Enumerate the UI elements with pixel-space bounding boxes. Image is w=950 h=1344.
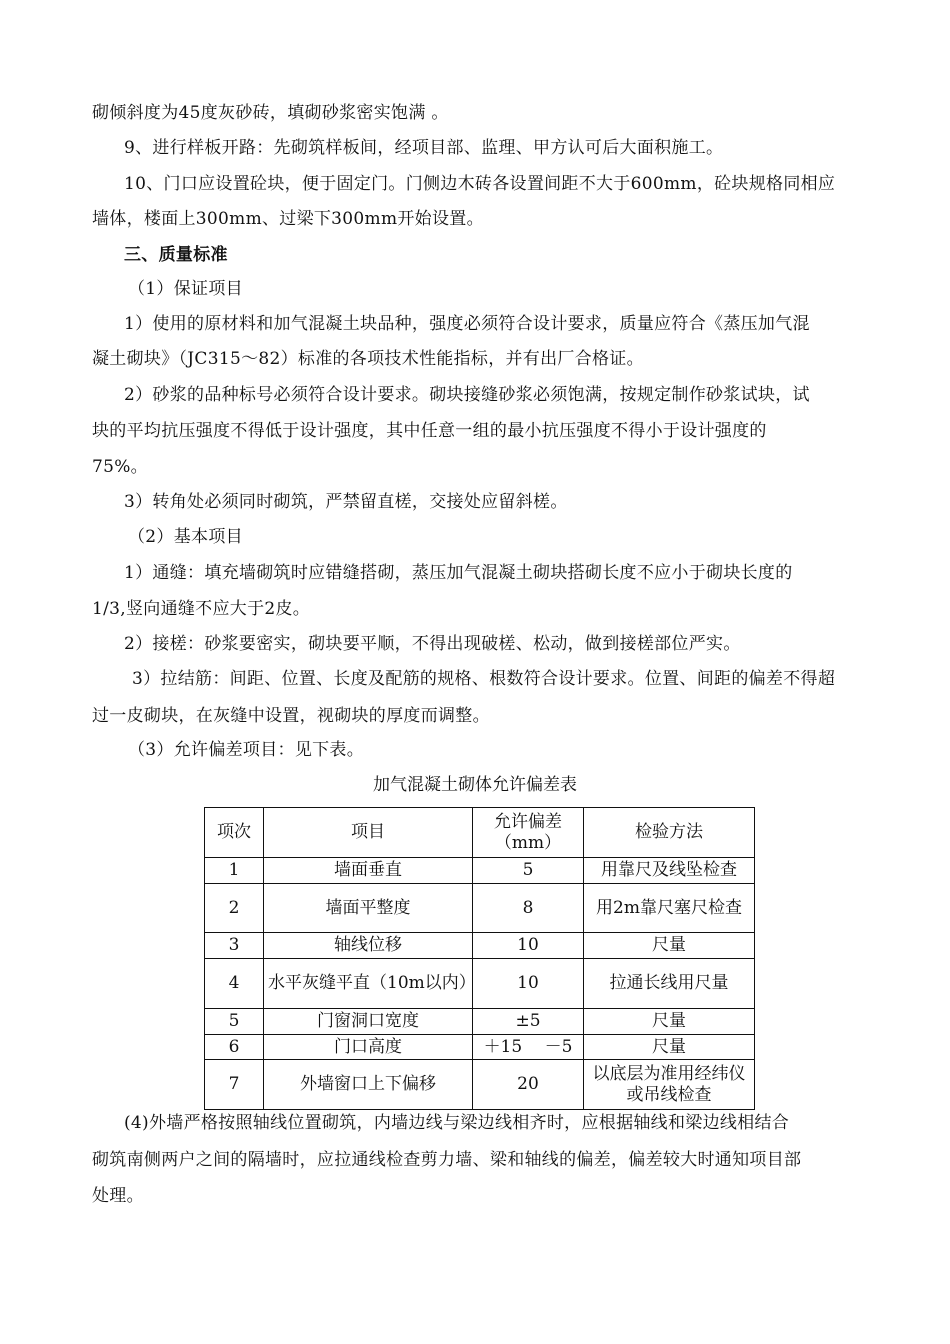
paragraph-line: 1）使用的原材料和加气混凝土块品种，强度必须符合设计要求，质量应符合《蒸压加气混 bbox=[124, 314, 810, 334]
paragraph-line: 75%。 bbox=[92, 457, 148, 477]
table-header-row bbox=[205, 808, 755, 858]
paragraph-line: 块的平均抗压强度不得低于设计强度，其中任意一组的最小抗压强度不得小于设计强度的 bbox=[92, 421, 767, 441]
paragraph-line: 1）通缝：填充墙砌筑时应错缝搭砌，蒸压加气混凝土砌块搭砌长度不应小于砌块长度的 bbox=[124, 563, 793, 583]
paragraph-line: 10、门口应设置砼块，便于固定门。门侧边木砖各设置间距不大于600mm，砼块规格同相应 bbox=[124, 174, 836, 194]
cell-no: 2 bbox=[205, 884, 264, 933]
header-tolerance-line1: 允许偏差 bbox=[494, 811, 562, 832]
cell-item: 墙面平整度 bbox=[264, 884, 473, 933]
paragraph-line: 2）砂浆的品种标号必须符合设计要求。砌块接缝砂浆必须饱满，按规定制作砂浆试块，试 bbox=[124, 385, 810, 405]
subsection-heading: （1）保证项目 bbox=[128, 279, 243, 299]
paragraph-line: (4)外墙严格按照轴线位置砌筑，内墙边线与梁边线相齐时，应根据轴线和梁边线相结合 bbox=[124, 1113, 790, 1133]
cell-item: 墙面垂直 bbox=[264, 858, 473, 884]
cell-tolerance: 20 bbox=[473, 1060, 584, 1110]
cell-no: 4 bbox=[205, 959, 264, 1009]
cell-method: 用2m靠尺塞尺检查 bbox=[584, 884, 755, 933]
cell-item: 门窗洞口宽度 bbox=[264, 1009, 473, 1035]
paragraph-line: 9、进行样板开路：先砌筑样板间，经项目部、监理、甲方认可后大面积施工。 bbox=[124, 138, 724, 158]
cell-item: 外墙窗口上下偏移 bbox=[264, 1060, 473, 1110]
cell-no: 1 bbox=[205, 858, 264, 884]
cell-item: 门口高度 bbox=[264, 1035, 473, 1060]
paragraph-line: 1/3,竖向通缝不应大于2皮。 bbox=[92, 599, 311, 619]
cell-tolerance: 8 bbox=[473, 884, 584, 933]
cell-tolerance: 10 bbox=[473, 933, 584, 959]
table-row bbox=[205, 858, 755, 884]
deviation-table bbox=[204, 807, 755, 1110]
header-item: 项目 bbox=[264, 808, 473, 858]
cell-tolerance: ＋15 －5 bbox=[473, 1035, 584, 1060]
table-caption: 加气混凝土砌体允许偏差表 bbox=[373, 775, 577, 795]
cell-method: 拉通长线用尺量 bbox=[584, 959, 755, 1009]
paragraph-line: 砌倾斜度为45度灰砂砖，填砌砂浆密实饱满 。 bbox=[92, 103, 449, 123]
cell-tolerance: 10 bbox=[473, 959, 584, 1009]
table-row bbox=[205, 959, 755, 1009]
paragraph-line: 2）接槎：砂浆要密实，砌块要平顺，不得出现破槎、松动，做到接槎部位严实。 bbox=[124, 634, 741, 654]
table-row bbox=[205, 1009, 755, 1035]
paragraph-line: 3）转角处必须同时砌筑，严禁留直槎，交接处应留斜槎。 bbox=[124, 492, 568, 512]
paragraph-line: 凝土砌块》（JC315～82）标准的各项技术性能指标，并有出厂合格证。 bbox=[92, 349, 644, 369]
header-no: 项次 bbox=[205, 808, 264, 858]
header-tolerance bbox=[473, 808, 584, 858]
paragraph-line: 墙体，楼面上300mm、过梁下300mm开始设置。 bbox=[92, 209, 484, 229]
cell-method: 尺量 bbox=[584, 1009, 755, 1035]
header-method: 检验方法 bbox=[584, 808, 755, 858]
paragraph-line: 处理。 bbox=[92, 1186, 144, 1206]
cell-method: 以底层为准用经纬仪或吊线检查 bbox=[584, 1060, 755, 1110]
cell-item: 轴线位移 bbox=[264, 933, 473, 959]
cell-tolerance: ±5 bbox=[473, 1009, 584, 1035]
cell-method: 用靠尺及线坠检查 bbox=[584, 858, 755, 884]
table-row bbox=[205, 1060, 755, 1110]
cell-no: 3 bbox=[205, 933, 264, 959]
table-row bbox=[205, 884, 755, 933]
cell-item: 水平灰缝平直（10m以内） bbox=[264, 959, 473, 1009]
cell-method: 尺量 bbox=[584, 933, 755, 959]
subsection-heading: （2）基本项目 bbox=[128, 527, 243, 547]
cell-no: 5 bbox=[205, 1009, 264, 1035]
section-heading: 三、质量标准 bbox=[124, 245, 228, 265]
cell-tolerance: 5 bbox=[473, 858, 584, 884]
header-tolerance-line2: （mm） bbox=[494, 832, 562, 853]
paragraph-line: 砌筑南侧两户之间的隔墙时，应拉通线检查剪力墙、梁和轴线的偏差，偏差较大时通知项目部 bbox=[92, 1150, 802, 1170]
cell-no: 6 bbox=[205, 1035, 264, 1060]
cell-method: 尺量 bbox=[584, 1035, 755, 1060]
subsection-heading: （3）允许偏差项目：见下表。 bbox=[128, 740, 365, 760]
paragraph-line: 过一皮砌块，在灰缝中设置，视砌块的厚度而调整。 bbox=[92, 706, 490, 726]
table-row bbox=[205, 1035, 755, 1060]
paragraph-line: 3）拉结筋：间距、位置、长度及配筋的规格、根数符合设计要求。位置、间距的偏差不得超 bbox=[132, 669, 836, 689]
cell-no: 7 bbox=[205, 1060, 264, 1110]
table-row bbox=[205, 933, 755, 959]
